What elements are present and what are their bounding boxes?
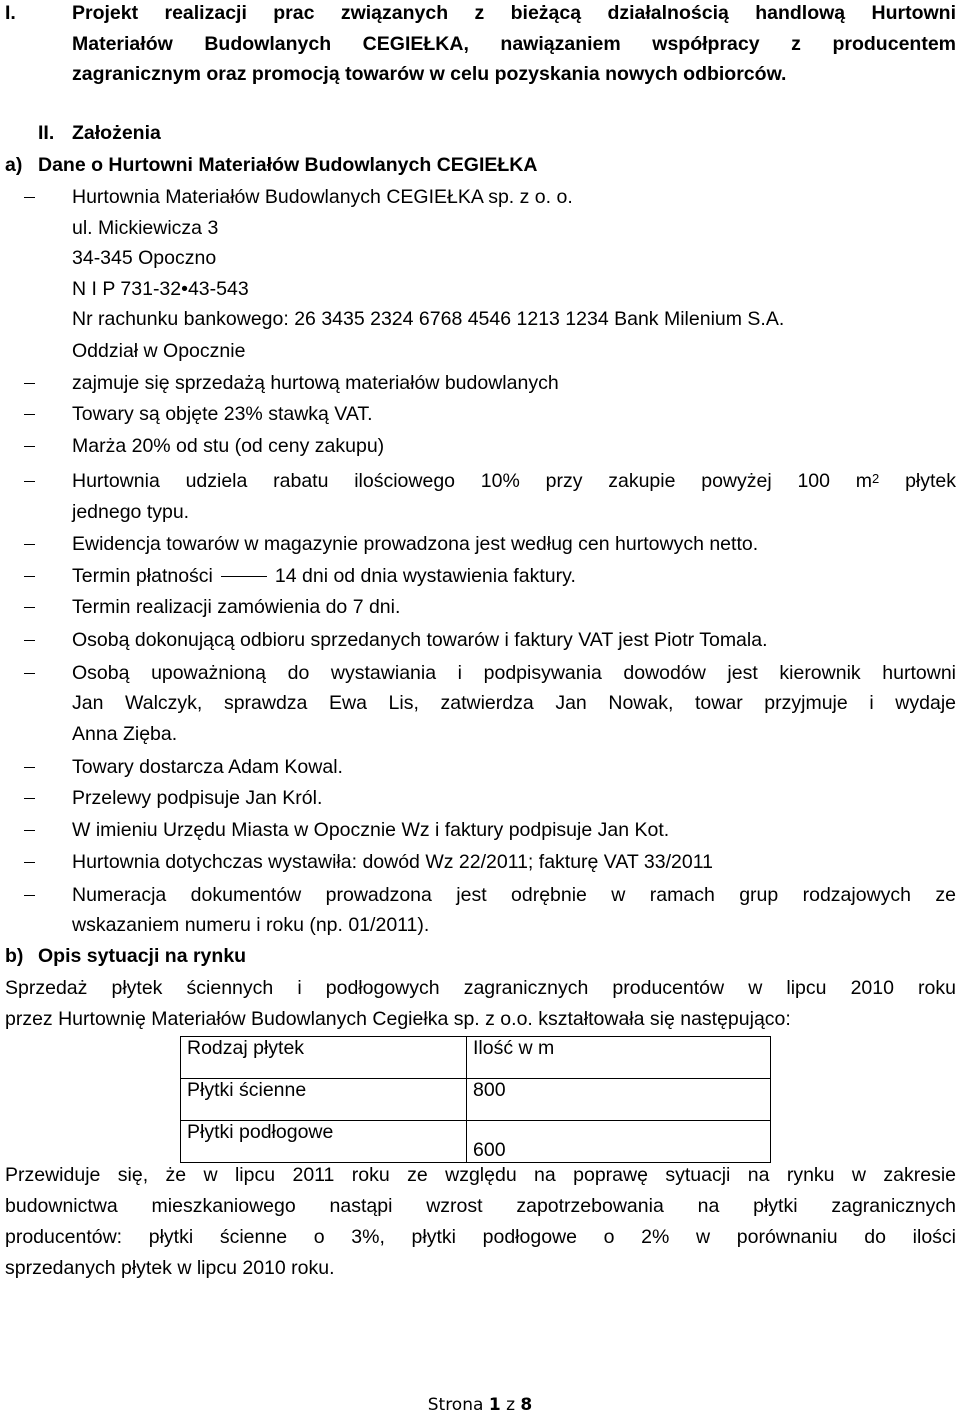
dash-bullet: [24, 895, 35, 896]
list-item-city-office: W imieniu Urzędu Miasta w Opocznie Wz i faktury podpisuje Jan Kot.: [72, 819, 670, 841]
dash-bullet: [24, 576, 35, 577]
market-intro-1: Sprzedaż płytek ściennych i podłogowych zagranicznych producentów w lipcu 2010 roku: [5, 977, 956, 999]
list-item-discount-cont: jednego typu.: [72, 501, 190, 523]
doc-title-line-1: Projekt realizacji prac związanych z bieżącą działalnością handlową Hurtowni: [72, 2, 956, 24]
doc-title-line-2: Materiałów Budowlanych CEGIEŁKA, nawiązaniem współpracy z producentem: [72, 33, 956, 55]
payment-term: 14 dni od dnia wystawienia faktury.: [274, 565, 576, 587]
table-cell-qty: 600: [467, 1121, 771, 1163]
section-title-2: Założenia: [72, 122, 161, 144]
dash-bullet: [24, 446, 35, 447]
footer-page-number: 1: [488, 1395, 501, 1415]
footer-page-total: 8: [520, 1395, 533, 1415]
list-item-transfers: Przelewy podpisuje Jan Król.: [72, 787, 323, 809]
subsection-title-a: Dane o Hurtowni Materiałów Budowlanych CEGIEŁKA: [38, 154, 538, 176]
table-header-cell: Rodzaj płytek: [181, 1037, 467, 1079]
dash-bullet: [24, 414, 35, 415]
dash-bullet: [24, 830, 35, 831]
footer-prefix: Strona: [427, 1395, 484, 1415]
discount-text: Hurtownia udziela rabatu ilościowego 10% przy zakupie powyżej 100 m: [72, 470, 873, 492]
square-superscript: 2: [872, 471, 880, 486]
forecast-line-1: Przewiduje się, że w lipcu 2011 roku ze względu na poprawę sytuacji na rynku w zakresie: [5, 1164, 956, 1186]
dash-bullet: [24, 607, 35, 608]
section-number-1: I.: [5, 2, 16, 24]
list-item-numbering-2: wskazaniem numeru i roku (np. 01/2011).: [72, 914, 430, 936]
market-intro-2: przez Hurtownię Materiałów Budowlanych Cegiełka sp. z o.o. kształtowała się następująco:: [5, 1008, 791, 1030]
section-number-2: II.: [38, 122, 55, 144]
table-row: [181, 1079, 771, 1121]
company-street: ul. Mickiewicza 3: [72, 217, 219, 239]
list-item-payment: [72, 564, 576, 588]
subsection-label-a: a): [5, 154, 23, 176]
list-item-issued: Hurtownia dotychczas wystawiła: dowód Wz 22/2011; fakturę VAT 33/2011: [72, 851, 713, 873]
bank-branch: Oddział w Opocznie: [72, 340, 246, 362]
forecast-line-4: sprzedanych płytek w lipcu 2010 roku.: [5, 1257, 335, 1279]
subsection-title-b: Opis sytuacji na rynku: [38, 945, 247, 967]
dash-bullet: [24, 197, 35, 198]
forecast-line-3: producentów: płytki ścienne o 3%, płytki podłogowe o 2% w porównaniu do ilości: [5, 1226, 956, 1248]
dash-bullet: [24, 673, 35, 674]
list-item-vat: Towary są objęte 23% stawką VAT.: [72, 403, 373, 425]
list-item-order: Termin realizacji zamówienia do 7 dni.: [72, 596, 401, 618]
payment-label: Termin płatności: [72, 565, 213, 587]
dash-bullet: [24, 481, 35, 482]
company-nip: N I P 731-32•43-543: [72, 278, 249, 300]
doc-title-line-3: zagranicznym oraz promocją towarów w celu pozyskania nowych odbiorców.: [72, 63, 787, 85]
list-item-numbering-1: Numeracja dokumentów prowadzona jest odrębnie w ramach grup rodzajowych ze: [72, 884, 956, 906]
dash-bullet: [24, 383, 35, 384]
list-item-auth-1: Osobą upoważnioną do wystawiania i podpisywania dowodów jest kierownik hurtowni: [72, 662, 956, 684]
table-header-cell: Ilość w m: [467, 1037, 771, 1079]
table-row: [181, 1121, 771, 1163]
list-item-receiver: Osobą dokonującą odbioru sprzedanych towarów i faktury VAT jest Piotr Tomala.: [72, 629, 768, 651]
dash-bullet: [24, 862, 35, 863]
list-item-records: Ewidencja towarów w magazynie prowadzona jest według cen hurtowych netto.: [72, 533, 759, 555]
long-dash: [221, 576, 267, 577]
list-item-margin: Marża 20% od stu (od ceny zakupu): [72, 435, 385, 457]
list-item-sale: zajmuje się sprzedażą hurtową materiałów budowlanych: [72, 372, 559, 394]
list-item-discount: [72, 469, 956, 495]
table-cell-type: Płytki ścienne: [181, 1079, 467, 1121]
table-header-row: [181, 1037, 771, 1079]
footer-separator: z: [506, 1395, 515, 1415]
table-cell-type: Płytki podłogowe: [181, 1121, 467, 1163]
subsection-label-b: b): [5, 945, 24, 967]
table-cell-qty: 800: [467, 1079, 771, 1121]
list-item-auth-3: Anna Zięba.: [72, 723, 178, 745]
dash-bullet: [24, 640, 35, 641]
sales-table: [180, 1036, 771, 1163]
dash-bullet: [24, 798, 35, 799]
page-footer: [0, 1395, 960, 1415]
list-item-auth-2: Jan Walczyk, sprawdza Ewa Lis, zatwierdza Jan Nowak, towar przyjmuje i wydaje: [72, 692, 956, 714]
dash-bullet: [24, 767, 35, 768]
company-name: Hurtownia Materiałów Budowlanych CEGIEŁKA sp. z o. o.: [72, 186, 573, 208]
bank-account: Nr rachunku bankowego: 26 3435 2324 6768 4546 1213 1234 Bank Milenium S.A.: [72, 308, 785, 330]
discount-text-end: płytek: [905, 470, 957, 492]
forecast-line-2: budownictwa mieszkaniowego nastąpi wzrost zapotrzebowania na płytki zagranicznych: [5, 1195, 956, 1217]
list-item-delivery: Towary dostarcza Adam Kowal.: [72, 756, 343, 778]
company-city: 34-345 Opoczno: [72, 247, 217, 269]
dash-bullet: [24, 544, 35, 545]
